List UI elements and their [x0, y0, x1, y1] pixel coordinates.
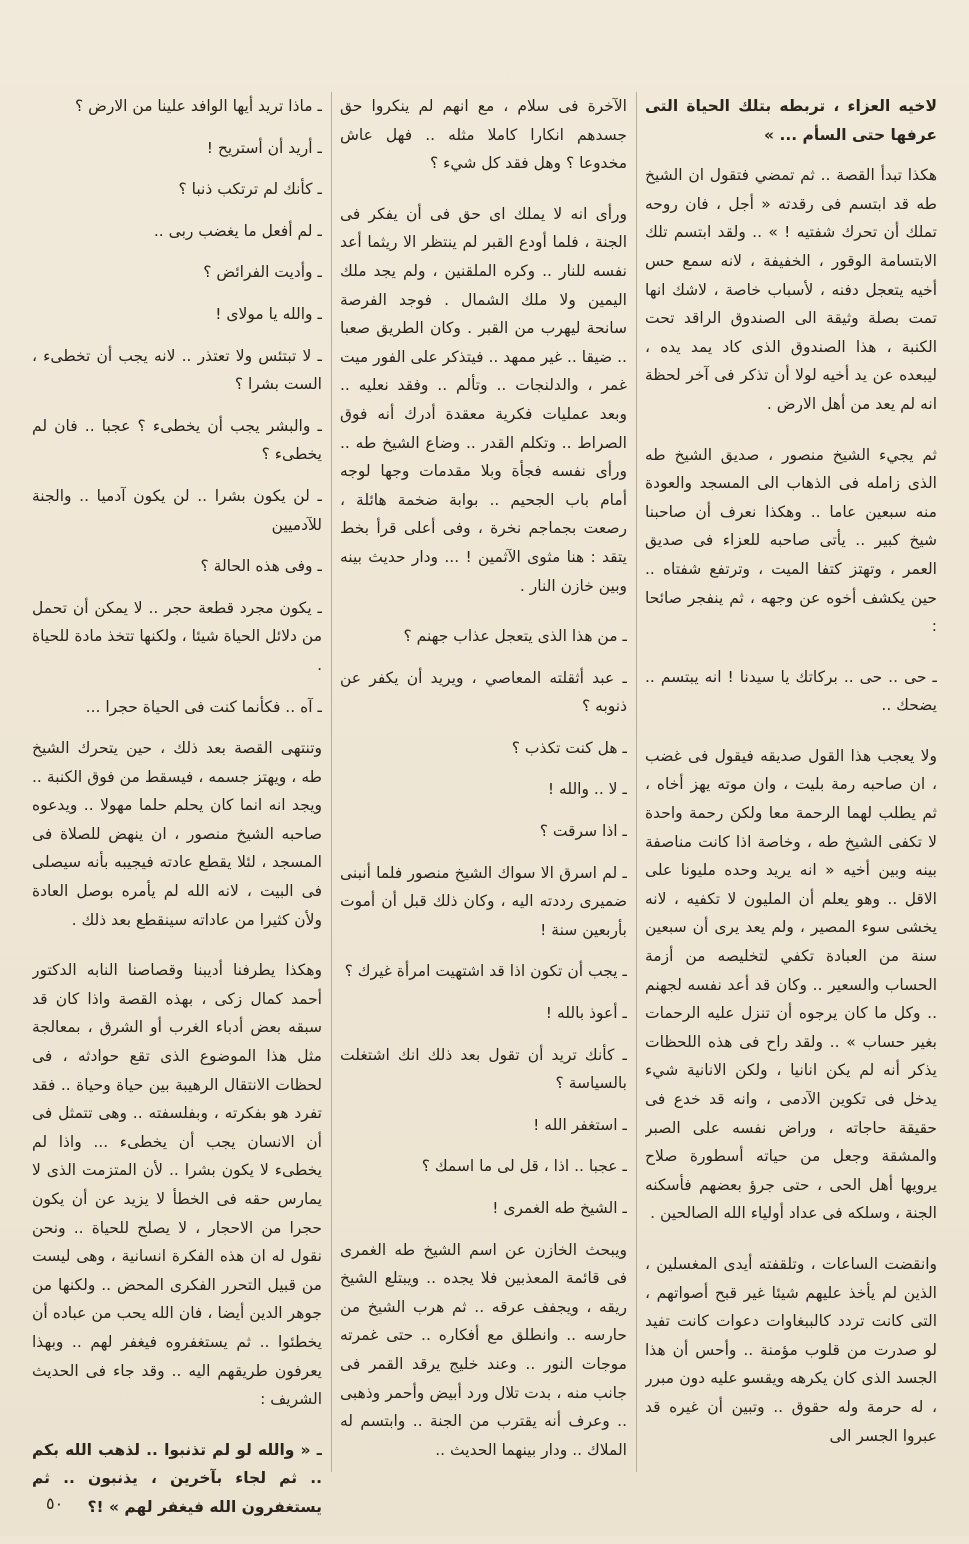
text-column-middle: [340, 92, 627, 1486]
dialogue-line: ـ لن يكون بشرا .. لن يكون آدميا .. والجنة للآدميين: [32, 486, 322, 534]
dialogue-line: ـ الشيخ طه الغمرى !: [492, 1199, 627, 1217]
paragraph: الآخرة فى سلام ، مع انهم لم ينكروا حق جسدهم انكارا كاملا مثله .. فهل عاش مخدوعا ؟ وهل فقد كل شيء ؟: [340, 97, 627, 173]
dialogue-line: ـ عبد أثقلته المعاصي ، ويريد أن يكفر عن ذنوبه ؟: [340, 668, 627, 716]
dialogue-line: ـ لا .. والله !: [547, 780, 627, 799]
dialogue-line: ـ أريد أن أستريح !: [206, 138, 322, 157]
dialogue-line: ـ عجبا .. اذا ، قل لى ما اسمك ؟: [421, 1157, 627, 1176]
paragraph: وتنتهى القصة بعد ذلك ، حين يتحرك الشيخ طه ، ويهتز جسمه ، فيسقط من فوق الكنبة .. ويجد انه انما كان يحلم حلما مهولا .. ويدعوه صاحبه الشيخ منصور ، ان ينهض للصلاة فى المسجد ، لئلا يقطع عادته فيجيبه بأنه سيصلى فى البيت ، لانه الله لم يأمره بوصل العادة ولأن كثيرا من عاداته سينقطع بعد ذلك .: [32, 739, 322, 929]
column-divider: [636, 92, 637, 1472]
dialogue-line: ـ يجب أن تكون اذا قد اشتهيت امرأة غيرك ؟: [344, 962, 627, 981]
paragraph: ـ حى .. حى .. بركاتك يا سيدنا ! انه يبتسم .. يضحك ..: [645, 667, 937, 715]
dialogue-line: ـ لم أفعل ما يغضب ربى ..: [153, 221, 322, 240]
paragraph: وهكذا يطرفنا أديبنا وقصاصنا النابه الدكتور أحمد كمال زكى ، بهذه القصة واذا كان قد سبقه بعض أدباء الغرب أو الشرق ، بمعالجة مثل هذا الموضوع الذى تقع حوادثه ، فى لحظات الانتقال الرهيبة بين حياة وحياة .. فقد تفرد هو بفكرته ، وبفلسفته .. وهى تتمثل فى أن الانسان يجب أن يخطىء ... واذا لم يخطىء لا يكون بشرا .. لأن المتزمت الذى لا يمارس حقه فى الخطأ لا يزيد عن أن يكون حجرا من الاحجار ، لا يصلح للحياة .. ونحن نقول له ان هذه الفكرة انسانية ، وهى ليست من قبيل التحرر الفكرى المحض .. ولكنها من جوهر الدين أيضا ، فان الله يحب من عباده أن يخطئوا .. ثم يستغفروه فيغفر لهم .. وبهذا يعرفون طريقهم اليه .. وقد جاء فى الحديث الشريف :: [32, 961, 322, 1409]
page-number: ٥٠: [46, 1494, 64, 1513]
dialogue-line: ـ اذا سرقت ؟: [539, 822, 627, 841]
dialogue-line: ـ هل كنت تكذب ؟: [511, 738, 627, 757]
dialogue-line: ـ وفى هذه الحالة ؟: [200, 557, 322, 576]
hadith-quote: ـ « والله لو لم تذنبوا .. لذهب الله بكم .. ثم لجاء بآخرين ، يذنبون .. ثم يستغفرون الله فيغفر لهم » !؟: [32, 1440, 322, 1516]
dialogue-line: ـ كأنك تريد أن تقول بعد ذلك انك اشتغلت بالسياسة ؟: [340, 1045, 627, 1093]
paragraph: وانقضت الساعات ، وتلقفته أيدى المغسلين ، الذين لم يأخذ عليهم شيئا غير قبح أصواتهم ، التى كانت تردد كالببغاوات دعوات كانت تفيد لو صدرت من قلوب مؤمنة .. وأحس أن هذا الجسد الذى كان يكرهه ويقسو عليه دون مبرر ، له حرمة وله حقوق .. وتبين أن غيره قد عبروا الجسر الى: [645, 1254, 937, 1445]
dialogue-line: ـ ماذا تريد أيها الوافد علينا من الارض ؟: [74, 97, 322, 115]
dialogue-line: ـ كأنك لم ترتكب ذنبا ؟: [178, 180, 322, 199]
text-column-left: [32, 92, 322, 1544]
column-divider: [331, 92, 332, 1472]
paragraph: ويبحث الخازن عن اسم الشيخ طه الغمرى فى قائمة المعذبين فلا يجده .. ويبتلع الشيخ ريقه ، ويجفف عرقه .. ثم هرب الشيخ من حارسه .. وانطلق مع أفكاره .. حتى غمرته موجات النور .. وعند خليج يرقد القمر فى جانب منه ، بدت تلال ورد أبيض وأحمر وذهبى .. وعرف أنه يقترب من الجنة .. وابتسم له الملاك .. ودار بينهما الحديث ..: [340, 1240, 627, 1459]
dialogue-line: ـ يكون مجرد قطعة حجر .. لا يمكن أن تحمل من دلائل الحياة شيئا ، ولكنها تتخذ مادة للحياة .: [32, 598, 322, 674]
dialogue-line: ـ والبشر يجب أن يخطىء ؟ عجبا .. فان لم يخطىء ؟: [32, 416, 322, 464]
dialogue-line: ـ استغفر الله !: [533, 1115, 627, 1134]
dialogue-line: ـ أعوذ بالله !: [545, 1004, 627, 1023]
dialogue-line: ـ وأديت الفرائض ؟: [203, 263, 322, 282]
paragraph: ثم يجيء الشيخ منصور ، صديق الشيخ طه الذى زامله فى الذهاب الى المسجد والعودة منه سبعين عاما .. وهكذا نعرف أن صاحبنا شيخ كبير .. يأتى صاحبه للعزاء فى صديق العمر ، وتهتز كتفا الميت ، وترتفع شفتاه .. حين يكشف أخوه عن وجهه ، ثم ينفجر صائحا :: [645, 445, 937, 636]
text-column-right: [645, 92, 937, 1472]
dialogue-line: ـ لم اسرق الا سواك الشيخ منصور فلما أنبنى ضميرى رددته اليه ، وكان ذلك قبل أن أموت بأربعين سنة !: [340, 863, 627, 939]
paragraph: ورأى انه لا يملك اى حق فى أن يفكر فى الجنة ، فلما أودع القبر لم ينتظر الا ريثما أعد نفسه للنار .. وكره الملقنين ، ولم يجد ملك اليمين ولا ملك الشمال . فوجد الفرصة سانحة ليهرب من القبر . وكان الطريق صعبا .. ضيقا .. غير ممهد .. فيتذكر على الفور ميت غمر ، والدلنجات .. وتألم .. وفقد نعليه .. وبعد عمليات فكرية معقدة أدرك أنه فوق الصراط .. وتكلم القدر .. وضاع الشيخ طه .. ورأى نفسه فجأة وبلا مقدمات وجها لوجه أمام باب الجحيم .. بوابة ضخمة هائلة ، رصعت بجماجم نخرة ، وفى أعلى قرأ بخط يتقد : هنا مثوى الآثمين ! ... ودار حديث بينه وبين خازن النار .: [340, 204, 627, 595]
paragraph: لاخيه العزاء ، تربطه بتلك الحياة التى عرفها حتى السأم ... »: [645, 97, 937, 144]
dialogue-line: ـ لا تبتئس ولا تعتذر .. لانه يجب أن تخطىء ، الست بشرا ؟: [32, 346, 322, 394]
dialogue-line: ـ والله يا مولاى !: [215, 304, 322, 323]
dialogue-line: ـ من هذا الذى يتعجل عذاب جهنم ؟: [403, 627, 627, 646]
paragraph: ولا يعجب هذا القول صديقه فيقول فى غضب ، ان صاحبه رمة بليت ، وان موته يهز أخاه ، ثم يطلب لهما الرحمة معا ولكن رحمة واحدة لا تكفى الشيخ طه ، وخاصة اذا كانت مناصفة بينه وبين أخيه « انه يريد وحده مليونا على الاقل .. وهو يعلم أن المليون لا تكفيه ، لانه يخشى سوء المصير ، ولم يعد يرى أن سبعين سنة من العبادة تكفي لتخليصه من أزمة الحساب والسعير .. وكان قد أعد نفسه لجهنم .. وكل ما كان يرجوه أن تنزل عليه الرحمات بغير حساب » .. ولقد راح فى هذه اللحظات يذكر أنه لم يكن انانيا ، ولكن الانانية شيء يدخل فى تكوين الآدمى ، وانه قد خدع فى حقيقة حاجاته ، وراض نفسه على الصبر والمشقة وجعل من حياته أسطورة صلاح يرويها أهل الحى ، حتى جرؤ بعضهم فأسكنه الجنة ، وسلكه فى عداد أولياء الله الصالحين .: [645, 746, 937, 1223]
paragraph: هكذا تبدأ القصة .. ثم تمضي فتقول ان الشيخ طه قد ابتسم فى رقدته « أجل ، فان روحه تملك أن تحرك شفتيه ! » .. ولقد ابتسم تلك الابتسامة الوقور ، الخفيفة ، لانه سمع حس أخيه يتعجل دفنه ، لأسباب خاصة ، لاشك انها تمت بصلة وثيقة الى الصندوق الراقد تحت الكنبة ، هذا الصندوق الذى كاد يمد يده ، ليبعده عن يد أخيه لولا أن تذكر فى آخر لحظة انه لم يعد من أهل الارض .: [645, 166, 937, 413]
dialogue-line: ـ آه .. فكأنما كنت فى الحياة حجرا ...: [85, 697, 322, 716]
